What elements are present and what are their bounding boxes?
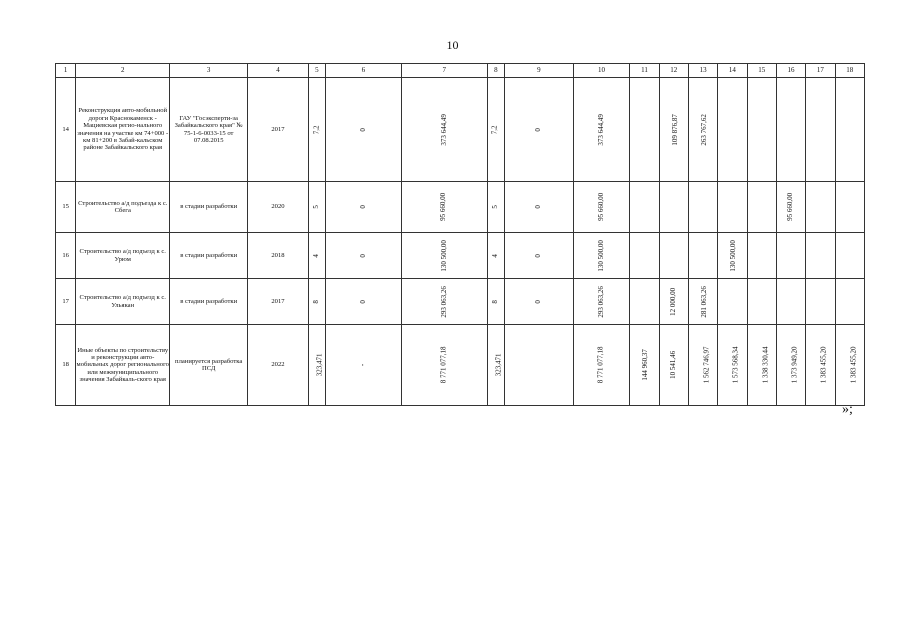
cell-text: 0 (358, 127, 367, 132)
cost-year-cell (718, 233, 747, 279)
cell-text: 144 960,37 (641, 349, 650, 381)
cell-text: 1 562 746,97 (702, 346, 711, 384)
length-total-cell (308, 233, 325, 279)
length-cell (487, 279, 504, 325)
cell-text: 323,471 (315, 353, 324, 377)
cell-text: Реконструкция авто-мобильной дороги Краснокаменск - Мациевская регио-нального значения на участке км 74+000 - км 81+200 в Забай-кальском районе Забайкальского края (77, 107, 169, 152)
cell-text: 0 (533, 127, 542, 132)
column-header: 5 (308, 64, 325, 78)
col9-cell (504, 78, 573, 182)
row-number-cell (56, 182, 76, 233)
cell-text: 0 (533, 299, 542, 304)
cost-year-cell (776, 279, 805, 325)
cell-text: 130 500,00 (596, 239, 605, 272)
cell-text: 0 (358, 205, 367, 209)
col6-cell (325, 325, 401, 406)
cell-text: 10 541,46 (668, 350, 677, 379)
column-header: 16 (776, 64, 805, 78)
cell-text: 8 (311, 299, 320, 304)
col6-cell (325, 233, 401, 279)
cost-year-cell (747, 182, 776, 233)
cost-total-cell (401, 325, 487, 406)
cost-cell (573, 279, 630, 325)
column-header: 2 (76, 64, 170, 78)
object-name-cell (76, 182, 170, 233)
year-cell (248, 78, 309, 182)
cost-year-cell (747, 279, 776, 325)
column-header: 18 (835, 64, 864, 78)
cell-text: 4 (490, 253, 499, 258)
cell-text: 1 573 568,34 (731, 346, 740, 384)
cost-year-cell (776, 78, 805, 182)
col9-cell (504, 182, 573, 233)
cell-text: - (358, 363, 367, 367)
column-header: 17 (806, 64, 835, 78)
length-cell (487, 182, 504, 233)
cell-text: 2018 (271, 251, 285, 259)
cost-year-cell (747, 78, 776, 182)
expertise-cell (170, 325, 248, 406)
cell-text: в стадии разработки (180, 251, 238, 259)
cell-text: в стадии разработки (180, 297, 238, 305)
length-total-cell (308, 182, 325, 233)
cost-year-cell (776, 325, 805, 406)
column-header: 7 (401, 64, 487, 78)
cell-text: 1 338 330,44 (761, 346, 770, 384)
cost-year-cell (718, 182, 747, 233)
cell-text: 281 063,26 (699, 285, 708, 318)
row-number-cell (56, 233, 76, 279)
length-total-cell (308, 78, 325, 182)
column-header: 10 (573, 64, 630, 78)
cost-year-cell (747, 325, 776, 406)
year-cell (248, 325, 309, 406)
cell-text: 12 000,00 (668, 287, 677, 316)
column-header: 4 (248, 64, 309, 78)
expertise-cell (170, 182, 248, 233)
cell-text: Строительство а/д подъезд к с. Урюм (79, 248, 166, 263)
cell-text: 95 660,00 (439, 192, 448, 221)
object-name-cell (76, 279, 170, 325)
cost-year-cell (835, 78, 864, 182)
cost-year-cell (806, 325, 835, 406)
cell-text: 0 (533, 253, 542, 258)
cost-cell (573, 233, 630, 279)
cost-year-cell (659, 279, 688, 325)
col9-cell (504, 325, 573, 406)
cell-text: 4 (311, 253, 320, 258)
cell-text: 0 (358, 253, 367, 258)
cell-text: 2022 (271, 361, 285, 369)
cell-text: 323,471 (494, 353, 503, 377)
cost-year-cell (747, 233, 776, 279)
cell-text: 8 (490, 299, 499, 304)
cell-text: 14 (62, 125, 69, 133)
table-row (56, 325, 865, 406)
year-cell (248, 233, 309, 279)
cell-text: ГАУ "Госэксперти-за Забайкальского края" № 75-1-6-0033-15 от 07.08.2015 (174, 114, 243, 144)
objects-table (55, 63, 865, 406)
cost-year-cell (688, 325, 717, 406)
cell-text: 0 (358, 299, 367, 304)
cost-year-cell (630, 233, 659, 279)
cell-text: в стадии разработки (180, 203, 238, 211)
length-cell (487, 325, 504, 406)
column-header: 3 (170, 64, 248, 78)
cell-text: 95 660,00 (786, 192, 795, 221)
cost-year-cell (630, 78, 659, 182)
cost-year-cell (806, 279, 835, 325)
cost-year-cell (835, 182, 864, 233)
row-number-cell (56, 279, 76, 325)
table-row (56, 233, 865, 279)
cost-year-cell (688, 279, 717, 325)
cell-text: 8 771 077,18 (439, 346, 448, 384)
column-header: 12 (659, 64, 688, 78)
cost-year-cell (688, 233, 717, 279)
cost-cell (573, 325, 630, 406)
expertise-cell (170, 279, 248, 325)
table-row (56, 279, 865, 325)
cost-year-cell (659, 233, 688, 279)
cell-text: 1 383 455,20 (848, 346, 857, 384)
cell-text: планируется разработка ПСД (175, 357, 243, 372)
table-row (56, 182, 865, 233)
length-cell (487, 233, 504, 279)
cost-year-cell (806, 78, 835, 182)
cost-total-cell (401, 279, 487, 325)
cost-total-cell (401, 233, 487, 279)
col6-cell (325, 78, 401, 182)
length-total-cell (308, 325, 325, 406)
cell-text: 373 644,49 (439, 113, 448, 146)
cost-total-cell (401, 182, 487, 233)
expertise-cell (170, 233, 248, 279)
cost-year-cell (630, 279, 659, 325)
cell-text: 16 (62, 251, 69, 259)
cost-year-cell (718, 325, 747, 406)
cell-text: 15 (62, 203, 69, 211)
cost-year-cell (718, 279, 747, 325)
cost-cell (573, 78, 630, 182)
cell-text: 2017 (271, 297, 285, 305)
col6-cell (325, 182, 401, 233)
cost-cell (573, 182, 630, 233)
table-row (56, 78, 865, 182)
cost-year-cell (630, 325, 659, 406)
cell-text: 130 500,00 (729, 239, 738, 272)
cost-total-cell (401, 78, 487, 182)
object-name-cell (76, 78, 170, 182)
column-header: 1 (56, 64, 76, 78)
col6-cell (325, 279, 401, 325)
cell-text: 373 644,49 (596, 113, 605, 146)
row-number-cell (56, 78, 76, 182)
cell-text: 0 (533, 205, 542, 209)
cell-text: 5 (490, 205, 499, 209)
col9-cell (504, 233, 573, 279)
cell-text: 1 373 949,20 (790, 346, 799, 384)
cell-text: 263 767,62 (699, 113, 708, 146)
cell-text: Иные объекты по строительству и реконструкции авто-мобильных дорог регионального или межмуниципального значения Забайкаль-ского края (76, 346, 169, 384)
expertise-cell (170, 78, 248, 182)
year-cell (248, 279, 309, 325)
cell-text: 2017 (271, 125, 285, 133)
cost-year-cell (835, 233, 864, 279)
closing-mark: »; (842, 402, 853, 417)
length-total-cell (308, 279, 325, 325)
cost-year-cell (688, 182, 717, 233)
column-header: 13 (688, 64, 717, 78)
cost-year-cell (806, 182, 835, 233)
cell-text: 109 876,87 (670, 113, 679, 146)
cell-text: 130 500,00 (439, 239, 448, 272)
column-header: 8 (487, 64, 504, 78)
cost-year-cell (776, 182, 805, 233)
cell-text: 5 (311, 205, 320, 209)
column-header: 6 (325, 64, 401, 78)
header-row (56, 64, 865, 78)
column-header: 14 (718, 64, 747, 78)
cell-text: Строительство а/д подъезд к с. Ульякан (79, 294, 166, 309)
cell-text: 8 771 077,18 (596, 346, 605, 384)
column-header: 15 (747, 64, 776, 78)
cell-text: 293 063,26 (439, 285, 448, 318)
page-number: 10 (446, 38, 459, 52)
cell-text: 17 (62, 297, 69, 305)
cell-text: 2020 (271, 203, 285, 211)
cost-year-cell (630, 182, 659, 233)
cost-year-cell (659, 78, 688, 182)
cost-year-cell (718, 78, 747, 182)
length-cell (487, 78, 504, 182)
column-header: 11 (630, 64, 659, 78)
cell-text: 293 063,26 (596, 285, 605, 318)
cost-year-cell (659, 325, 688, 406)
cell-text: 7,2 (490, 125, 499, 134)
year-cell (248, 182, 309, 233)
row-number-cell (56, 325, 76, 406)
cell-text: 18 (62, 361, 69, 369)
cost-year-cell (688, 78, 717, 182)
cost-year-cell (835, 279, 864, 325)
cost-year-cell (659, 182, 688, 233)
cell-text: 95 660,00 (596, 192, 605, 221)
cost-year-cell (776, 233, 805, 279)
cell-text: 7,2 (311, 125, 320, 134)
cell-text: Строительство а/д подъезда к с. Сбега (78, 199, 168, 214)
cell-text: 1 383 455,20 (819, 346, 828, 384)
object-name-cell (76, 233, 170, 279)
cost-year-cell (806, 233, 835, 279)
col9-cell (504, 279, 573, 325)
cost-year-cell (835, 325, 864, 406)
column-header: 9 (504, 64, 573, 78)
object-name-cell (76, 325, 170, 406)
